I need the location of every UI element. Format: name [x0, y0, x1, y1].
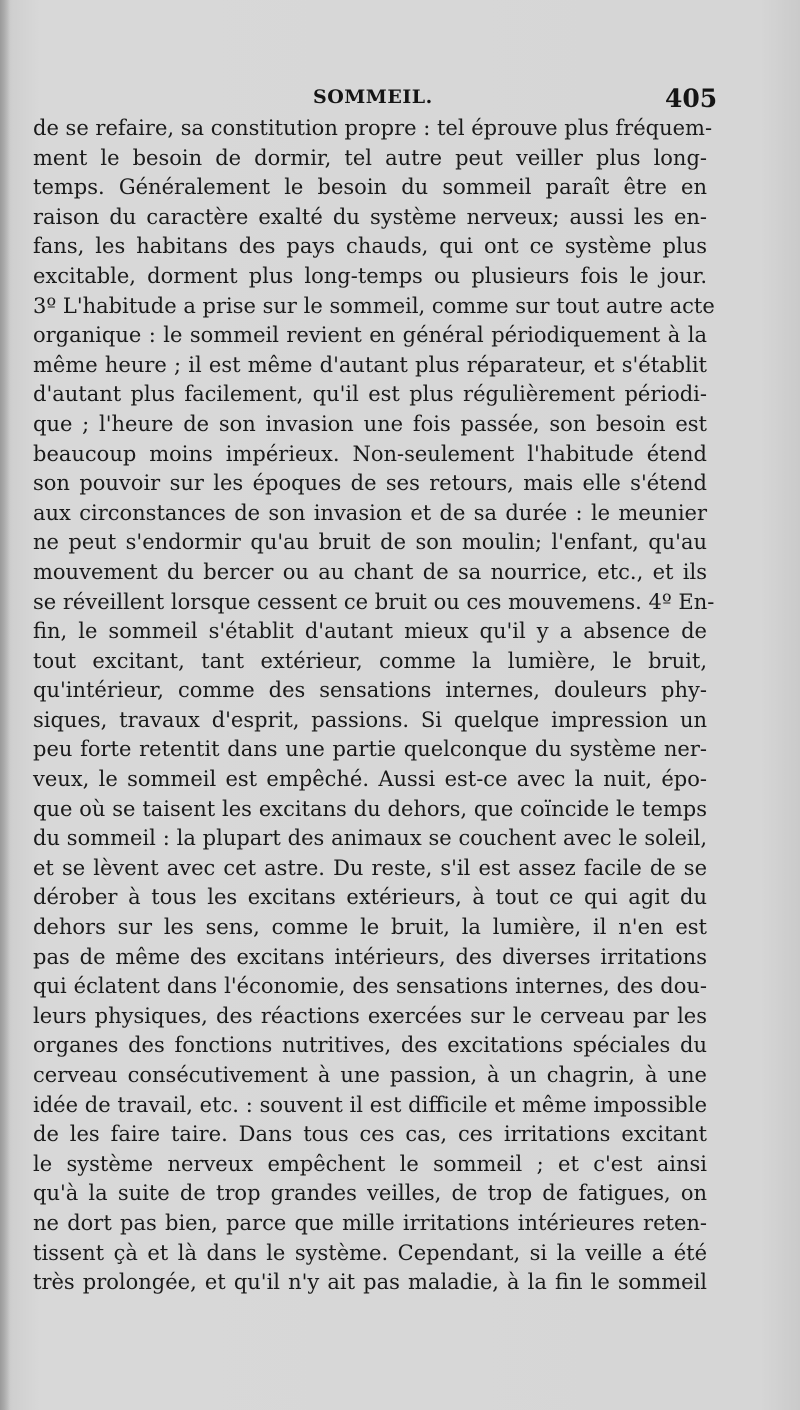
text-line: dérober à tous les excitans extérieurs, à tout ce qui agit du	[33, 885, 707, 910]
text-line: du sommeil : la plupart des animaux se couchent avec le soleil,	[33, 826, 707, 851]
text-line: siques, travaux d'esprit, passions. Si quelque impression un	[33, 707, 707, 732]
text-line: que ; l'heure de son invasion une fois passée, son besoin est	[33, 411, 707, 436]
text-line: temps. Généralement le besoin du sommeil paraît être en	[33, 175, 707, 200]
text-line: veux, le sommeil est empêché. Aussi est-ce avec la nuit, épo-	[33, 767, 707, 792]
page-number: 405	[665, 84, 718, 113]
text-line: pas de même des excitans intérieurs, des diverses irritations	[33, 944, 707, 969]
text-line: le système nerveux empêchent le sommeil ; et c'est ainsi	[33, 1151, 707, 1176]
text-line: idée de travail, etc. : souvent il est difficile et même impossible	[33, 1092, 707, 1117]
text-line: dehors sur les sens, comme le bruit, la lumière, il n'en est	[33, 915, 707, 940]
text-line: même heure ; il est même d'autant plus réparateur, et s'établit	[33, 352, 707, 377]
text-line: raison du caractère exalté du système nerveux; aussi les en-	[33, 204, 707, 229]
text-line: ne peut s'endormir qu'au bruit de son moulin; l'enfant, qu'au	[33, 530, 707, 555]
text-line: ment le besoin de dormir, tel autre peut veiller plus long-	[33, 145, 707, 170]
text-line: excitable, dorment plus long-temps ou plusieurs fois le jour.	[33, 263, 707, 288]
text-line: qui éclatent dans l'économie, des sensations internes, des dou-	[33, 974, 707, 999]
text-line: fin, le sommeil s'établit d'autant mieux qu'il y a absence de	[33, 619, 707, 644]
text-line: qu'intérieur, comme des sensations internes, douleurs phy-	[33, 678, 707, 703]
text-line: se réveillent lorsque cessent ce bruit ou ces mouvemens. 4º En-	[33, 589, 715, 614]
text-line: tissent çà et là dans le système. Cependant, si la veille a été	[33, 1240, 707, 1265]
text-line: leurs physiques, des réactions exercées sur le cerveau par les	[33, 1003, 707, 1028]
body-text	[33, 114, 715, 1298]
text-line: organes des fonctions nutritives, des excitations spéciales du	[33, 1033, 707, 1058]
running-title: SOMMEIL.	[313, 86, 433, 108]
text-line: 3º L'habitude a prise sur le sommeil, comme sur tout autre acte	[33, 293, 715, 318]
text-line: mouvement du bercer ou au chant de sa nourrice, etc., et ils	[33, 559, 707, 584]
binding-shadow	[0, 0, 10, 1410]
text-line: qu'à la suite de trop grandes veilles, de trop de fatigues, on	[33, 1181, 707, 1206]
text-line: fans, les habitans des pays chauds, qui ont ce système plus	[33, 234, 707, 259]
text-line: cerveau consécutivement à une passion, à un chagrin, à une	[33, 1063, 707, 1087]
page-header	[0, 84, 800, 114]
text-line: de les faire taire. Dans tous ces cas, ces irritations excitant	[33, 1122, 707, 1147]
text-line: que où se taisent les excitans du dehors, que coïncide le temps	[33, 796, 707, 821]
text-line: de se refaire, sa constitution propre : tel éprouve plus fréquem-	[33, 116, 713, 140]
text-line: peu forte retentit dans une partie quelconque du système ner-	[33, 737, 707, 762]
text-line: ne dort pas bien, parce que mille irritations intérieures reten-	[33, 1210, 707, 1235]
text-line: tout excitant, tant extérieur, comme la lumière, le bruit,	[33, 648, 707, 673]
text-line: et se lèvent avec cet astre. Du reste, s'il est assez facile de se	[33, 855, 707, 880]
text-line: beaucoup moins impérieux. Non-seulement l'habitude étend	[33, 441, 707, 466]
text-line: organique : le sommeil revient en général périodiquement à la	[33, 323, 707, 348]
text-line: aux circonstances de son invasion et de sa durée : le meunier	[33, 500, 707, 525]
text-line: son pouvoir sur les époques de ses retours, mais elle s'étend	[33, 471, 707, 496]
text-line: d'autant plus facilement, qu'il est plus régulièrement périodi-	[33, 382, 707, 407]
text-line: très prolongée, et qu'il n'y ait pas maladie, à la fin le sommeil	[33, 1270, 707, 1295]
